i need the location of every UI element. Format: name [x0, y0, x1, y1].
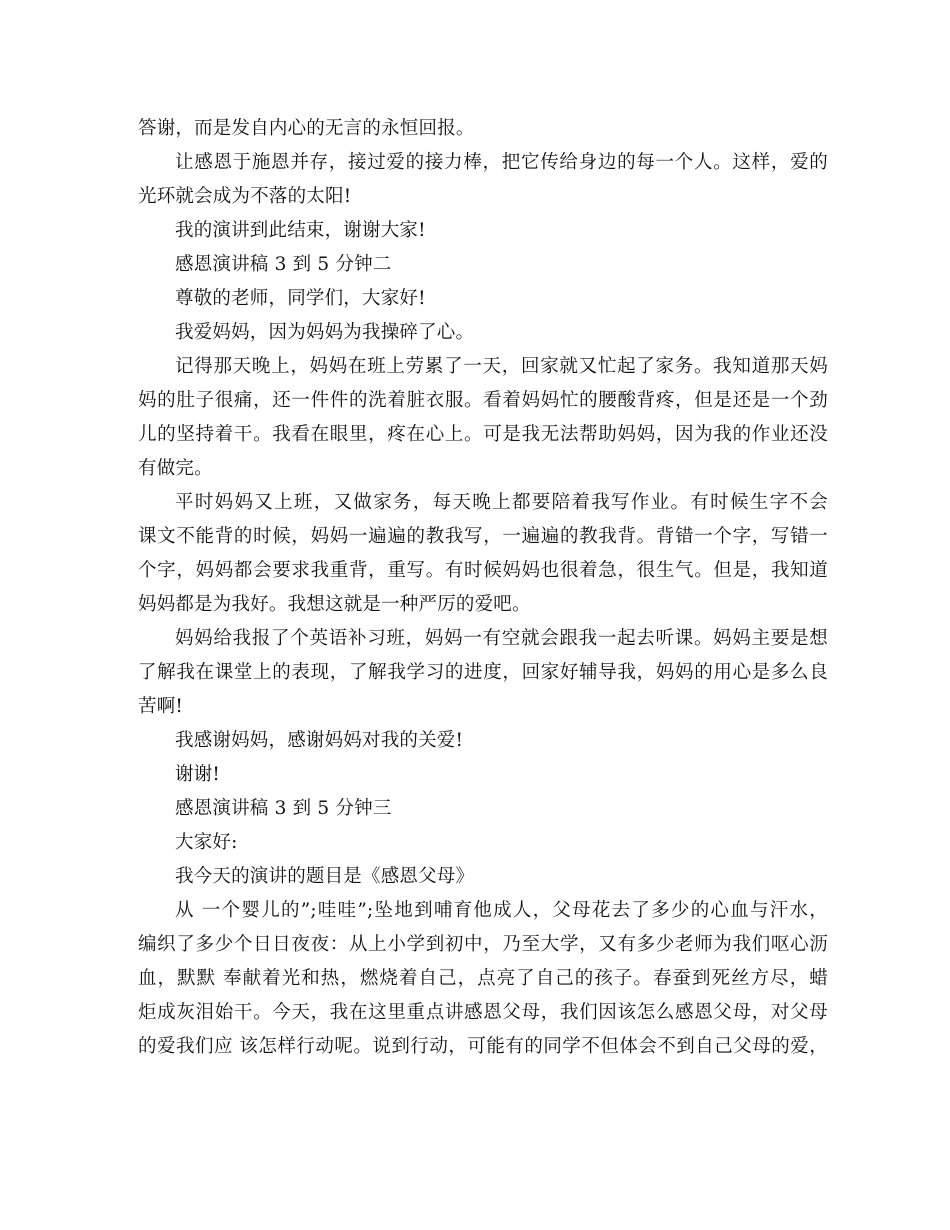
text-line: 炬成灰泪始干。今天，我在这里重点讲感恩父母，我们因该怎么感恩父母，对父母	[138, 1002, 828, 1023]
text-line: 了解我在课堂上的表现，了解我学习的进度，回家好辅导我，妈妈的用心是多么良	[138, 662, 828, 683]
text-line: 我今天的演讲的题目是《感恩父母》	[175, 866, 475, 887]
text-line: 感恩演讲稿 3 到 5 分钟三	[175, 798, 392, 819]
text-line: 血，默默 奉献着光和热，燃烧着自己，点亮了自己的孩子。春蚕到死丝方尽，蜡	[138, 968, 828, 989]
text-line: 我的演讲到此结束，谢谢大家!	[175, 220, 426, 241]
text-line: 妈的肚子很痛，还一件件的洗着脏衣服。看着妈妈忙的腰酸背疼，但是还是一个劲	[138, 390, 828, 411]
text-line: 答谢，而是发自内心的无言的永恒回报。	[138, 118, 475, 139]
text-line: 我感谢妈妈，感谢妈妈对我的关爱!	[175, 730, 464, 751]
text-line: 从 一个婴儿的”;哇哇”;坠地到哺育他成人，父母花去了多少的心血与汗水，	[175, 900, 828, 921]
text-line: 苦啊!	[138, 696, 184, 717]
text-line: 让感恩于施恩并存，接过爱的接力棒，把它传给身边的每一个人。这样，爱的	[175, 152, 828, 173]
text-line: 尊敬的老师，同学们，大家好!	[175, 288, 426, 309]
text-line: 个字，妈妈都会要求我重背，重写。有时候妈妈也很着急，很生气。但是，我知道	[138, 560, 828, 581]
text-line: 感恩演讲稿 3 到 5 分钟二	[175, 254, 392, 275]
text-line: 的爱我们应 该怎样行动呢。说到行动，可能有的同学不但体会不到自己父母的爱，	[138, 1036, 828, 1057]
text-line: 记得那天晚上，妈妈在班上劳累了一天，回家就又忙起了家务。我知道那天妈	[175, 356, 828, 377]
text-line: 编织了多少个日日夜夜：从上小学到初中，乃至大学，又有多少老师为我们呕心沥	[138, 934, 828, 955]
text-line: 大家好:	[175, 832, 238, 853]
document-body	[138, 112, 828, 1064]
text-line: 妈妈都是为我好。我想这就是一种严厉的爱吧。	[138, 594, 531, 615]
text-line: 妈妈给我报了个英语补习班，妈妈一有空就会跟我一起去听课。妈妈主要是想	[175, 628, 828, 649]
text-line: 平时妈妈又上班，又做家务，每天晚上都要陪着我写作业。有时候生字不会	[175, 492, 828, 513]
text-line: 我爱妈妈，因为妈妈为我操碎了心。	[175, 322, 475, 343]
text-line: 光环就会成为不落的太阳!	[138, 186, 352, 207]
text-line: 有做完。	[138, 458, 213, 479]
text-line: 课文不能背的时候，妈妈一遍遍的教我写，一遍遍的教我背。背错一个字，写错一	[138, 526, 828, 547]
text-line: 谢谢!	[175, 764, 221, 785]
text-line: 儿的坚持着干。我看在眼里，疼在心上。可是我无法帮助妈妈，因为我的作业还没	[138, 424, 828, 445]
